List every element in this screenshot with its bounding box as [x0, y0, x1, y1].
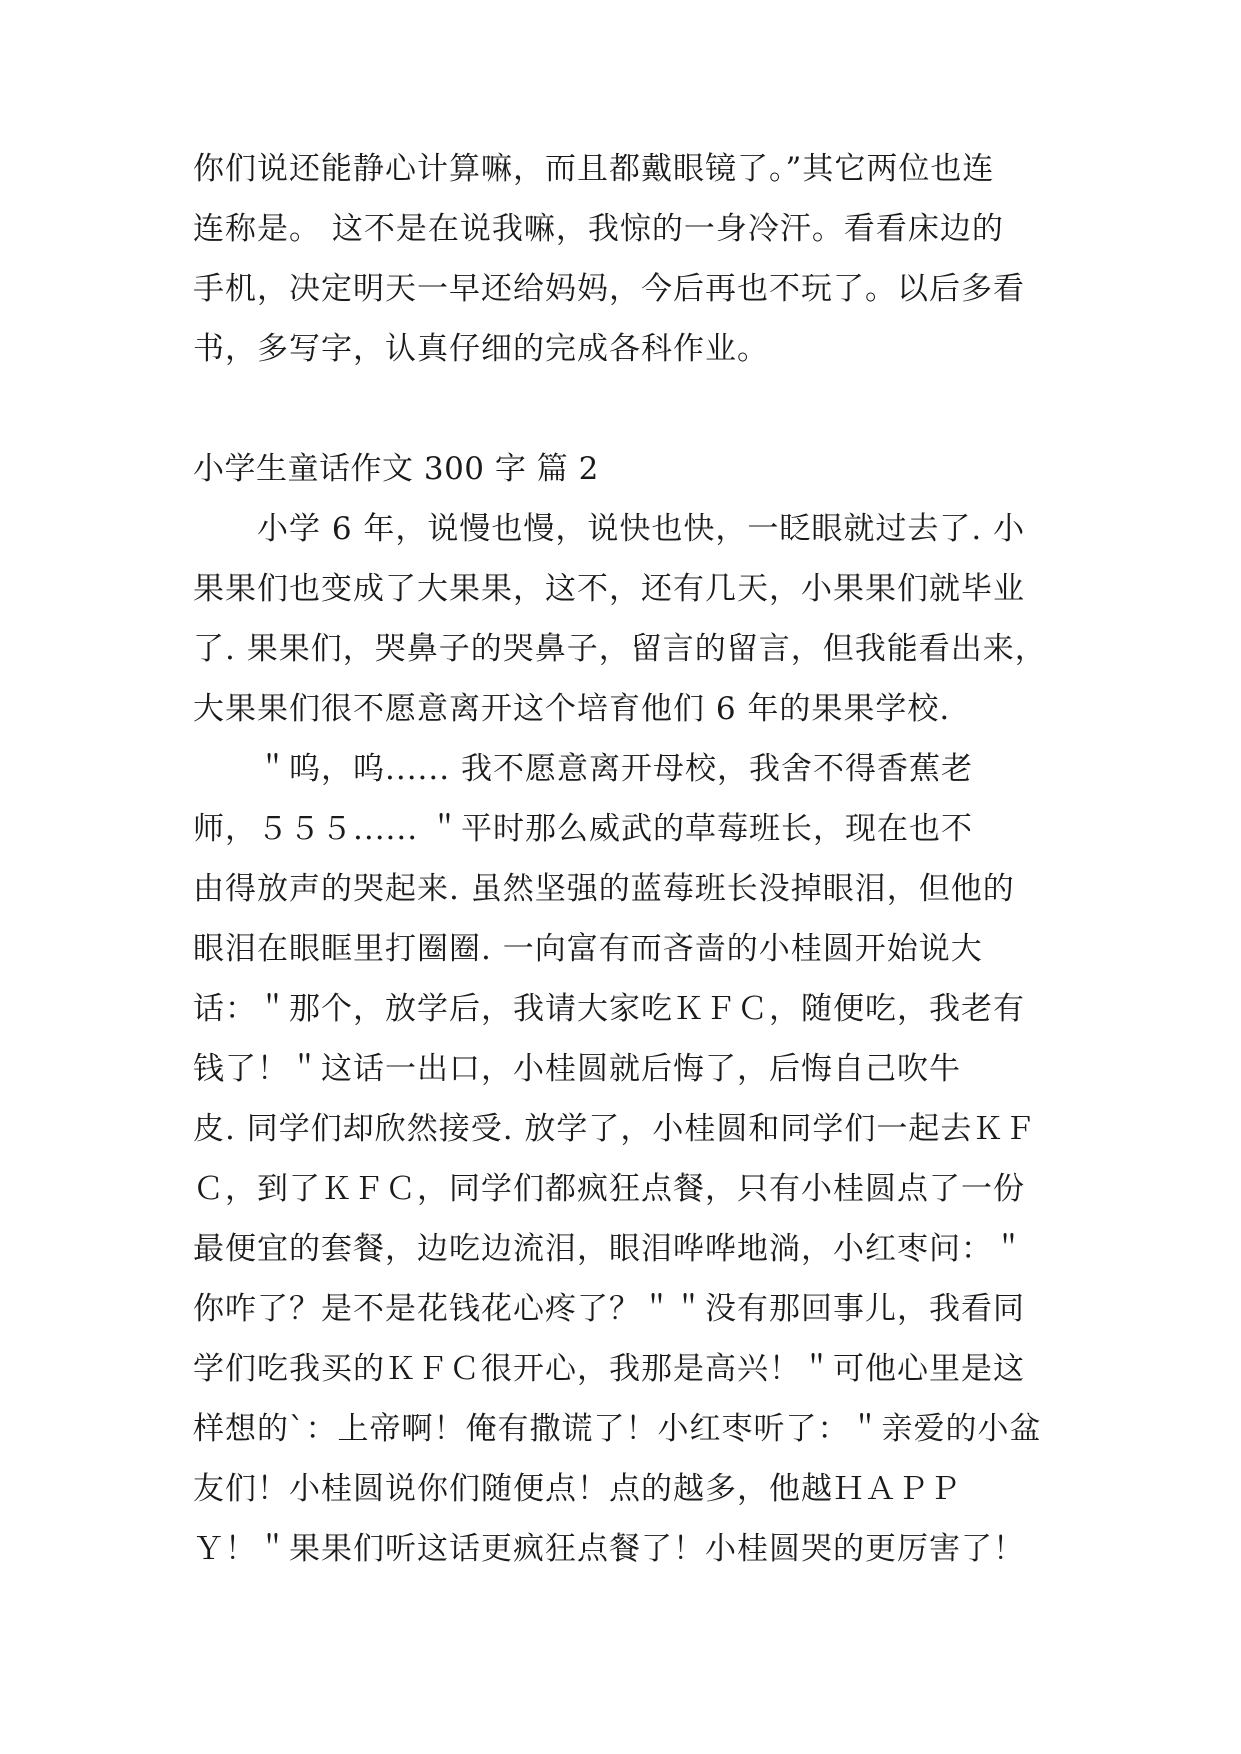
text-line: 果果们也变成了大果果，这不，还有几天，小果果们就毕业 [193, 571, 1025, 607]
text-line: 连称是。 这不是在说我嘛，我惊的一身冷汗。看看床边的 [193, 211, 1004, 247]
text-line: 师，５５５...... ＂平时那么威武的草莓班长，现在也不 [193, 811, 973, 847]
text-line: 你咋了？是不是花钱花心疼了？＂＂没有那回事儿，我看同 [193, 1291, 1025, 1327]
text-line: 钱了！＂这话一出口，小桂圆就后悔了，后悔自己吹牛 [193, 1051, 961, 1087]
text-line: 友们！小桂圆说你们随便点！点的越多，他越ＨＡＰＰ [193, 1471, 961, 1507]
text-line: 书，多写字，认真仔细的完成各科作业。 [193, 331, 769, 367]
text-line: 眼泪在眼眶里打圈圈. 一向富有而吝啬的小桂圆开始说大 [193, 931, 983, 967]
text-line: 皮. 同学们却欣然接受. 放学了，小桂圆和同学们一起去ＫＦ [193, 1111, 1037, 1147]
text-line: 学们吃我买的ＫＦＣ很开心，我那是高兴！＂可他心里是这 [193, 1351, 1025, 1387]
text-line: 由得放声的哭起来. 虽然坚强的蓝莓班长没掉眼泪，但他的 [193, 871, 1015, 907]
text-line: Ｃ，到了ＫＦＣ，同学们都疯狂点餐，只有小桂圆点了一份 [193, 1171, 1025, 1207]
text-line: ＂呜，呜...... 我不愿意离开母校，我舍不得香蕉老 [193, 751, 973, 787]
text-line: 小学 6 年，说慢也慢，说快也快，一眨眼就过去了. 小 [193, 511, 1026, 547]
text-line: 话：＂那个，放学后，我请大家吃ＫＦＣ，随便吃，我老有 [193, 991, 1025, 1027]
text-line: 了. 果果们，哭鼻子的哭鼻子，留言的留言，但我能看出来， [193, 631, 1047, 667]
text-line: 你们说还能静心计算嘛，而且都戴眼镜了。”其它两位也连 [193, 151, 995, 187]
text-line: 样想的`：上帝啊！俺有撒谎了！小红枣听了：＂亲爱的小盆 [193, 1411, 1042, 1447]
text-line: 最便宜的套餐，边吃边流泪，眼泪哗哗地淌，小红枣问：＂ [193, 1231, 1025, 1267]
text-line: 手机，决定明天一早还给妈妈，今后再也不玩了。以后多看 [193, 271, 1025, 307]
section-heading: 小学生童话作文 300 字 篇 2 [193, 451, 599, 487]
text-line: 大果果们很不愿意离开这个培育他们 6 年的果果学校. [193, 691, 951, 727]
text-line: Ｙ！＂果果们听这话更疯狂点餐了！小桂圆哭的更厉害了！ [193, 1531, 1025, 1567]
